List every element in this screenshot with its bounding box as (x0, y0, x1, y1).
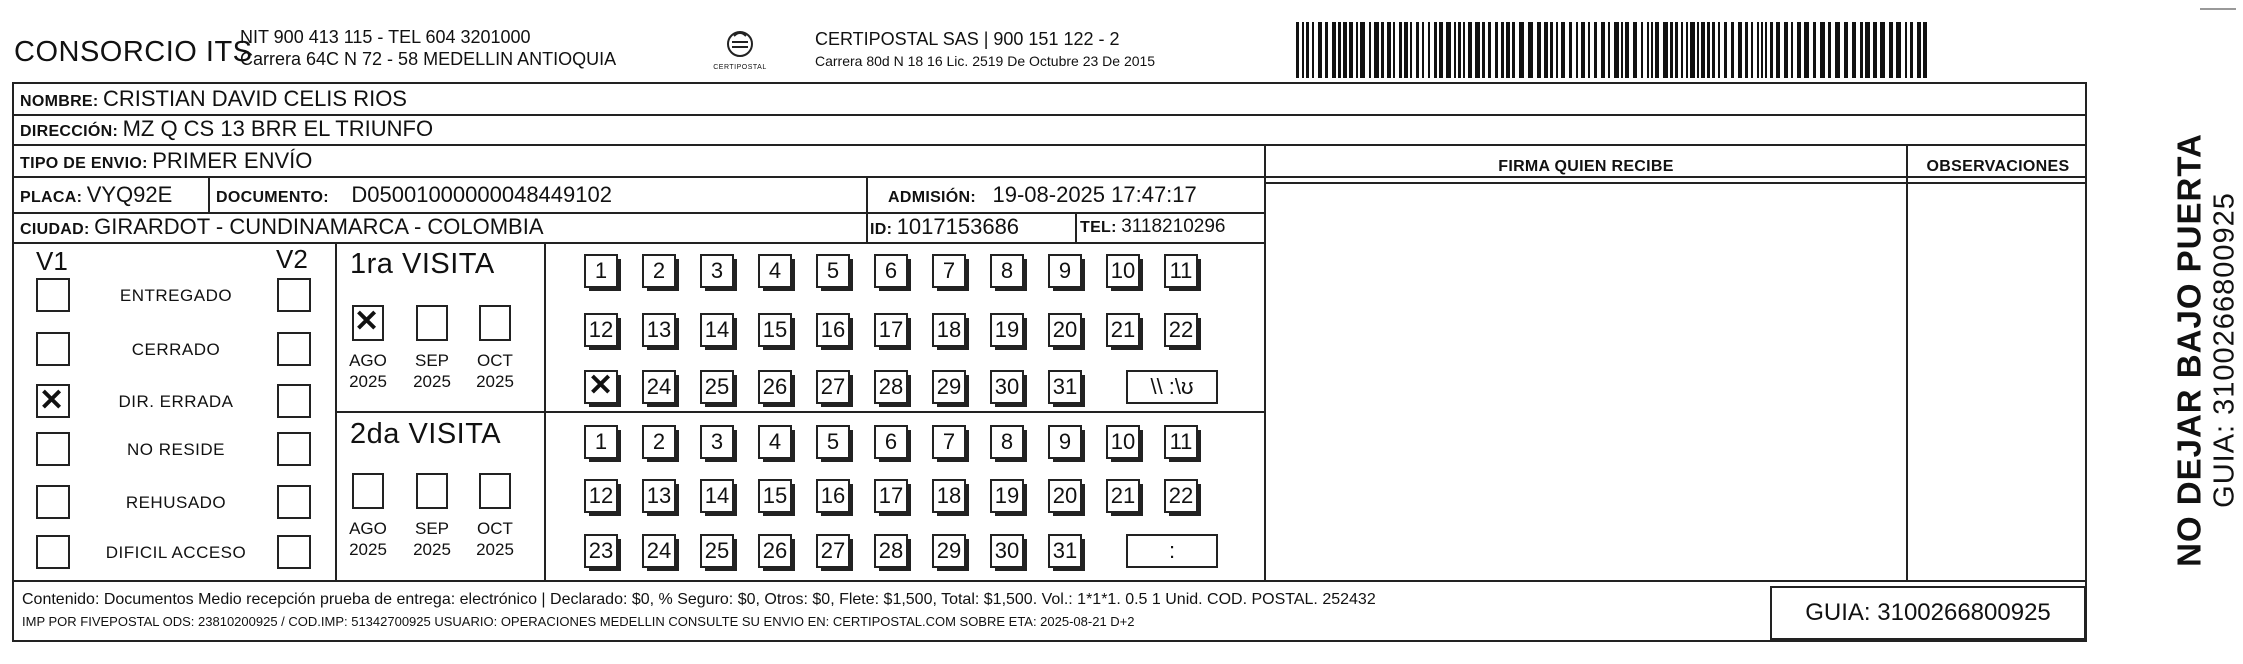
month-year: 2025 (476, 540, 514, 559)
barcode-bar (1923, 22, 1927, 78)
barcode-bar (1791, 22, 1793, 78)
second-visit-title: 2da VISITA (350, 418, 502, 450)
day-box[interactable]: 31 (1048, 370, 1082, 404)
status-label: DIFICIL ACCESO (105, 543, 247, 562)
v2-header: V2 (276, 244, 308, 274)
day-box[interactable]: 4 (758, 425, 792, 459)
barcode-bar (1820, 22, 1825, 78)
day-box[interactable]: 17 (874, 313, 908, 347)
barcode-bar (1475, 22, 1480, 78)
barcode-bar (1422, 22, 1424, 78)
barcode-bar (1576, 22, 1578, 78)
v2-checkbox[interactable] (277, 535, 311, 569)
month-year: 2025 (349, 372, 387, 391)
barcode-bar (1393, 22, 1395, 78)
day-box[interactable] (584, 370, 618, 404)
barcode-bar (1765, 22, 1767, 78)
v1-checkbox[interactable] (36, 535, 70, 569)
admision-value: 19-08-2025 17:47:17 (992, 182, 1197, 207)
day-box[interactable]: 15 (758, 313, 792, 347)
day-box[interactable]: 14 (700, 313, 734, 347)
id-label: ID: (870, 221, 893, 238)
barcode-bar (1681, 22, 1683, 78)
barcode-bar (1506, 22, 1510, 78)
day-box[interactable]: 21 (1106, 479, 1140, 513)
day-box[interactable]: 1 (584, 254, 618, 288)
nombre-value: CRISTIAN DAVID CELIS RIOS (103, 86, 407, 111)
v1-checkbox[interactable] (36, 278, 70, 312)
day-box[interactable]: 28 (874, 534, 908, 568)
direccion-row (20, 116, 433, 142)
barcode-bar (1482, 22, 1485, 78)
month-year: 2025 (413, 540, 451, 559)
ciudad-value: GIRARDOT - CUNDINAMARCA - COLOMBIA (94, 214, 544, 239)
day-box[interactable]: 18 (932, 313, 966, 347)
barcode-bar (1813, 22, 1816, 78)
barcode-bar (1701, 22, 1705, 78)
documento-label: DOCUMENTO: (216, 189, 329, 206)
tel-value: 3118210296 (1121, 216, 1226, 237)
barcode-bar (1360, 22, 1365, 78)
barcode-bar (1896, 22, 1901, 78)
day-box[interactable]: 1 (584, 425, 618, 459)
barcode-bar (1387, 22, 1391, 78)
day-box[interactable]: 15 (758, 479, 792, 513)
barcode-bar (1569, 22, 1572, 78)
barcode-bar (1325, 22, 1328, 78)
barcode-bar (1434, 22, 1437, 78)
barcode-bar (1641, 22, 1643, 78)
barcode-icon (1296, 22, 1930, 78)
barcode-bar (1917, 22, 1921, 78)
status-label: ENTREGADO (119, 286, 233, 305)
day-box[interactable]: 5 (816, 425, 850, 459)
status-label: CERRADO (131, 340, 221, 359)
side-warning-text: NO DEJAR BAJO PUERTA (2170, 133, 2208, 567)
ciudad-field (20, 214, 544, 240)
day-box[interactable]: 22 (1164, 313, 1198, 347)
content-summary: Contenido: Documentos Medio recepción prueba de entrega: electrónico | Declarado: $0, % Seguro: $0, Otros: $0, Flete: $1,500, Total: $1,500. Vol.: 1*1*1. 0.5 1 Unid. COD. POSTAL. 252432 (22, 591, 1376, 608)
barcode-bar (1537, 22, 1541, 78)
company-address: Carrera 64C N 72 - 58 MEDELLIN ANTIOQUIA (240, 49, 617, 69)
day-box[interactable]: 24 (642, 534, 676, 568)
month-label (469, 518, 521, 560)
barcode-bar (1468, 22, 1472, 78)
barcode-bar (1381, 22, 1384, 78)
v1-header: V1 (36, 246, 68, 276)
day-box[interactable]: 14 (700, 479, 734, 513)
barcode-bar (1512, 22, 1515, 78)
day-box[interactable]: 27 (816, 370, 850, 404)
month-checkbox[interactable] (352, 305, 384, 341)
barcode-bar (1369, 22, 1371, 78)
barcode-bar (1724, 22, 1727, 78)
day-box[interactable]: 29 (932, 370, 966, 404)
barcode-bar (1675, 22, 1678, 78)
barcode-bar (1880, 22, 1885, 78)
day-box[interactable]: 11 (1164, 254, 1198, 288)
direccion-value: MZ Q CS 13 BRR EL TRIUNFO (122, 116, 434, 141)
observations-area[interactable] (1908, 184, 2086, 580)
day-box[interactable]: 12 (584, 313, 618, 347)
nit-line: NIT 900 413 115 - TEL 604 3201000 (240, 27, 531, 47)
barcode-bar (1776, 22, 1780, 78)
day-box[interactable]: 18 (932, 479, 966, 513)
barcode-bar (1910, 22, 1913, 78)
barcode-bar (1852, 22, 1856, 78)
day-box[interactable]: 9 (1048, 425, 1082, 459)
barcode-bar (1751, 22, 1753, 78)
barcode-bar (1528, 22, 1533, 78)
barcode-bar (1458, 22, 1461, 78)
month-label (406, 518, 458, 560)
barcode-bar (1670, 22, 1673, 78)
barcode-bar (1712, 22, 1715, 78)
v2-checkbox[interactable] (277, 278, 311, 312)
tipo-value: PRIMER ENVÍO (152, 148, 313, 173)
barcode-bar (1463, 22, 1465, 78)
check-mark-icon: ✕ (39, 384, 65, 417)
day-box[interactable]: 8 (990, 254, 1024, 288)
barcode-bar (1428, 22, 1430, 78)
barcode-bar (1332, 22, 1336, 78)
month-checkbox[interactable] (416, 305, 448, 341)
status-label: REHUSADO (125, 493, 227, 512)
barcode-bar (1550, 22, 1553, 78)
print-info: IMP POR FIVEPOSTAL ODS: 23810200925 / COD.IMP: 51342700925 USUARIO: OPERACIONES MEDELLIN CONSULTE SU ENVIO EN: CERTIPOSTAL.COM SOBRE ETA: 2025-08-21 D+2 (22, 614, 1135, 629)
documento-field (216, 182, 612, 208)
barcode-bar (1581, 22, 1585, 78)
v2-checkbox[interactable] (277, 485, 311, 519)
barcode-bar (1404, 22, 1408, 78)
barcode-bar (1608, 22, 1610, 78)
admision-field (888, 182, 1197, 208)
admision-label: ADMISIÓN: (888, 189, 977, 206)
side-guia: GUIA: 3100266800925 (2208, 192, 2241, 508)
first-visit-title: 1ra VISITA (350, 248, 495, 280)
day-box[interactable]: 2 (642, 254, 676, 288)
signature-area[interactable] (1266, 184, 1906, 580)
tipo-row (20, 148, 312, 174)
day-box[interactable]: 11 (1164, 425, 1198, 459)
day-box[interactable]: 16 (816, 313, 850, 347)
second-visit-time[interactable]: : (1126, 534, 1218, 568)
day-box[interactable]: 20 (1048, 479, 1082, 513)
day-box[interactable]: 25 (700, 370, 734, 404)
month-name: OCT (477, 519, 513, 538)
month-name: SEP (414, 519, 450, 538)
barcode-bar (1738, 22, 1742, 78)
v1-checkbox[interactable] (36, 384, 70, 418)
barcode-bar (1588, 22, 1590, 78)
day-box[interactable]: 16 (816, 479, 850, 513)
v1-checkbox[interactable] (36, 485, 70, 519)
month-year: 2025 (349, 540, 387, 559)
day-box[interactable]: 12 (584, 479, 618, 513)
barcode-bar (1761, 22, 1763, 78)
barcode-bar (1633, 22, 1637, 78)
day-box[interactable]: 31 (1048, 534, 1082, 568)
day-box[interactable]: 22 (1164, 479, 1198, 513)
barcode-bar (1828, 22, 1831, 78)
barcode-bar (1770, 22, 1773, 78)
tel-field (1080, 216, 1225, 238)
first-visit-time[interactable]: \\ :\ʊ (1126, 370, 1218, 404)
month-name: AGO (349, 519, 387, 538)
barcode-bar (1454, 22, 1456, 78)
day-box[interactable]: 30 (990, 534, 1024, 568)
barcode-bar (1797, 22, 1801, 78)
barcode-bar (1745, 22, 1748, 78)
v2-checkbox[interactable] (277, 384, 311, 418)
day-box[interactable]: 30 (990, 370, 1024, 404)
barcode-bar (1707, 22, 1710, 78)
barcode-bar (1690, 22, 1695, 78)
day-box[interactable]: 20 (1048, 313, 1082, 347)
barcode-bar (1663, 22, 1668, 78)
day-box[interactable]: 19 (990, 313, 1024, 347)
month-checkbox[interactable] (479, 305, 511, 341)
direccion-label: DIRECCIÓN: (20, 123, 119, 140)
day-box[interactable]: 5 (816, 254, 850, 288)
day-box[interactable]: 10 (1106, 425, 1140, 459)
barcode-bar (1835, 22, 1840, 78)
v1-checkbox[interactable] (36, 432, 70, 466)
day-box[interactable]: 7 (932, 425, 966, 459)
barcode-bar (1757, 22, 1759, 78)
barcode-bar (1399, 22, 1402, 78)
barcode-bar (1356, 22, 1358, 78)
day-box[interactable]: 2 (642, 425, 676, 459)
barcode-bar (1601, 22, 1605, 78)
day-box[interactable]: 9 (1048, 254, 1082, 288)
month-checkbox[interactable] (416, 473, 448, 509)
month-label (469, 350, 521, 392)
barcode-bar (1614, 22, 1619, 78)
barcode-bar (1410, 22, 1412, 78)
day-box[interactable]: 26 (758, 370, 792, 404)
barcode-bar (1519, 22, 1524, 78)
company-name: CONSORCIO ITS (14, 36, 253, 68)
check-mark-icon: ✕ (588, 369, 614, 402)
side-warning (2171, 133, 2242, 567)
barcode-bar (1296, 22, 1299, 78)
nombre-label: NOMBRE: (20, 93, 99, 110)
tel-label: TEL: (1080, 219, 1117, 236)
day-box[interactable]: 13 (642, 479, 676, 513)
barcode-bar (1556, 22, 1558, 78)
observaciones-header: OBSERVACIONES (1926, 158, 2070, 175)
placa-value: VYQ92E (86, 182, 173, 207)
day-box[interactable]: 25 (700, 534, 734, 568)
month-label (342, 350, 394, 392)
month-name: OCT (477, 351, 513, 370)
id-value: 1017153686 (896, 214, 1020, 239)
day-box[interactable]: 3 (700, 254, 734, 288)
barcode-bar (1343, 22, 1347, 78)
barcode-bar (1561, 22, 1565, 78)
barcode-bar (1544, 22, 1548, 78)
v2-checkbox[interactable] (277, 332, 311, 366)
barcode-bar (1495, 22, 1498, 78)
certipostal-info (815, 28, 1155, 72)
barcode-bar (1873, 22, 1877, 78)
barcode-bar (1306, 22, 1309, 78)
barcode-bar (1860, 22, 1863, 78)
company-info (240, 26, 616, 70)
barcode-bar (1621, 22, 1623, 78)
guia-number: GUIA: 3100266800925 (1770, 586, 2086, 640)
barcode-bar (1488, 22, 1491, 78)
status-label: DIR. ERRADA (118, 392, 234, 411)
day-box[interactable]: 6 (874, 254, 908, 288)
barcode-bar (1697, 22, 1699, 78)
day-box[interactable]: 17 (874, 479, 908, 513)
barcode-bar (1844, 22, 1848, 78)
barcode-bar (1594, 22, 1597, 78)
barcode-bar (1374, 22, 1379, 78)
day-box[interactable]: 23 (584, 534, 618, 568)
tipo-label: TIPO DE ENVIO: (20, 155, 148, 172)
barcode-bar (1501, 22, 1504, 78)
barcode-bar (1647, 22, 1649, 78)
barcode-bar (1439, 22, 1443, 78)
barcode-bar (1865, 22, 1870, 78)
month-name: SEP (414, 351, 450, 370)
barcode-bar (1655, 22, 1659, 78)
day-box[interactable]: 26 (758, 534, 792, 568)
month-label (342, 518, 394, 560)
barcode-bar (1784, 22, 1788, 78)
day-box[interactable]: 6 (874, 425, 908, 459)
v2-checkbox[interactable] (277, 432, 311, 466)
barcode-bar (1651, 22, 1653, 78)
placa-field (20, 182, 172, 208)
day-box[interactable]: 19 (990, 479, 1024, 513)
month-year: 2025 (476, 372, 514, 391)
barcode-bar (1731, 22, 1734, 78)
day-box[interactable]: 13 (642, 313, 676, 347)
barcode-bar (1312, 22, 1314, 78)
barcode-bar (1804, 22, 1809, 78)
day-box[interactable]: 7 (932, 254, 966, 288)
barcode-bar (1718, 22, 1720, 78)
barcode-bar (1318, 22, 1322, 78)
month-checkbox[interactable] (352, 473, 384, 509)
barcode-bar (1349, 22, 1353, 78)
certipostal-address: Carrera 80d N 18 16 Lic. 2519 De Octubre 23 De 2015 (815, 53, 1156, 69)
day-box[interactable]: 28 (874, 370, 908, 404)
day-box[interactable]: 10 (1106, 254, 1140, 288)
barcode-bar (1302, 22, 1304, 78)
firma-header: FIRMA QUIEN RECIBE (1498, 158, 1674, 175)
barcode-bar (1625, 22, 1629, 78)
barcode-bar (1889, 22, 1893, 78)
day-box[interactable]: 4 (758, 254, 792, 288)
day-box[interactable]: 27 (816, 534, 850, 568)
corner-dash (2200, 8, 2236, 10)
barcode-bar (1446, 22, 1451, 78)
day-box[interactable]: 8 (990, 425, 1024, 459)
id-field (870, 214, 1019, 240)
day-box[interactable]: 21 (1106, 313, 1140, 347)
barcode-bar (1338, 22, 1341, 78)
day-box[interactable]: 29 (932, 534, 966, 568)
month-checkbox[interactable] (479, 473, 511, 509)
day-box[interactable]: 24 (642, 370, 676, 404)
month-label (406, 350, 458, 392)
certipostal-line: CERTIPOSTAL SAS | 900 151 122 - 2 (815, 29, 1120, 49)
status-label: NO RESIDE (126, 440, 226, 459)
barcode-bar (1686, 22, 1688, 78)
day-box[interactable]: 3 (700, 425, 734, 459)
nombre-row (20, 86, 407, 112)
placa-label: PLACA: (20, 189, 83, 206)
barcode-bar (1905, 22, 1907, 78)
check-mark-icon: ✕ (354, 305, 380, 338)
documento-value: D05001000000048449102 (351, 182, 612, 207)
v1-checkbox[interactable] (36, 332, 70, 366)
barcode-bar (1416, 22, 1419, 78)
month-name: AGO (349, 351, 387, 370)
month-year: 2025 (413, 372, 451, 391)
certipostal-logo-icon: CERTIPOSTAL (704, 28, 776, 76)
ciudad-label: CIUDAD: (20, 221, 90, 238)
